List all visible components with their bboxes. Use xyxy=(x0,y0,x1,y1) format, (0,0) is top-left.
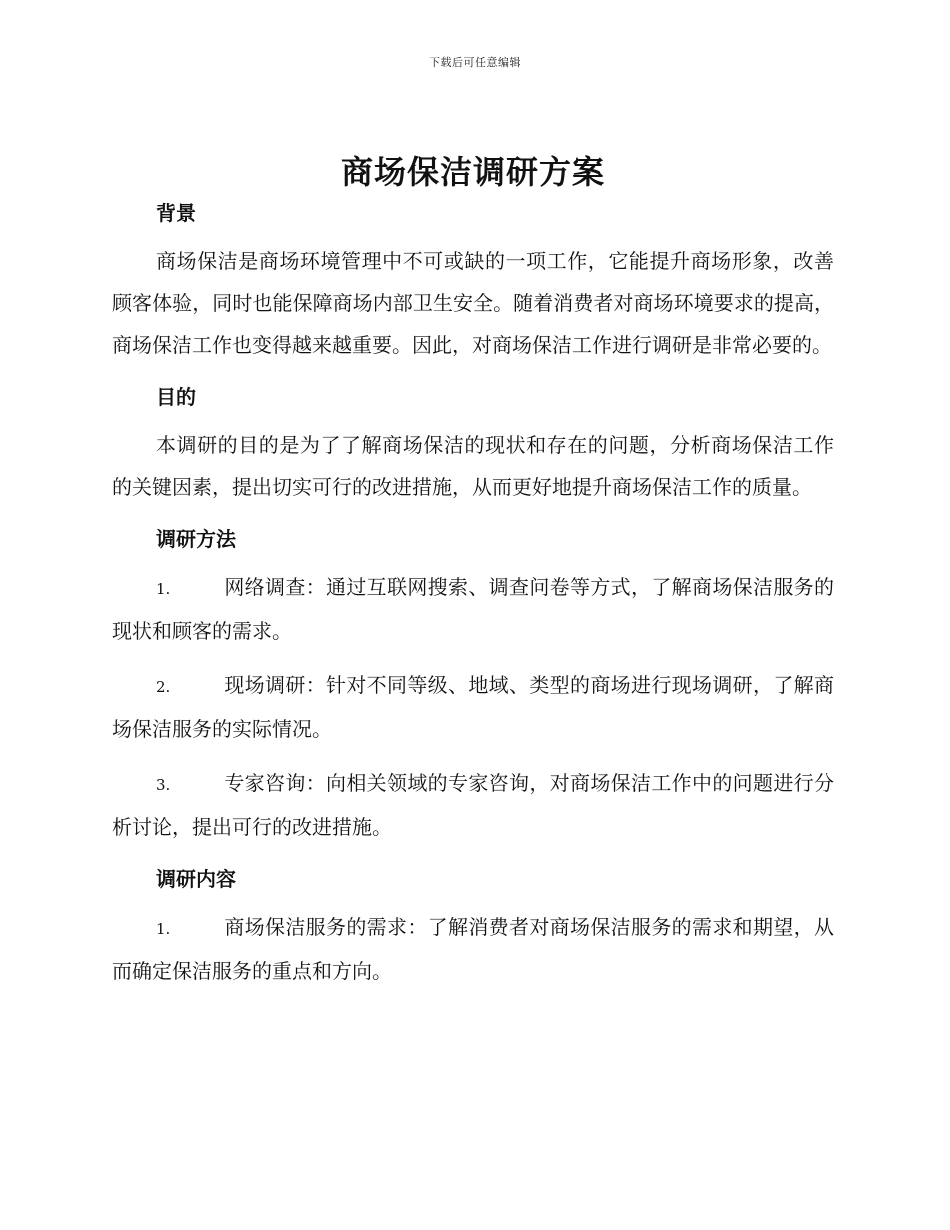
list-number: 1. xyxy=(156,580,171,598)
list-number: 1. xyxy=(156,920,171,938)
document-title: 商场保洁调研方案 xyxy=(340,153,605,191)
list-item xyxy=(112,664,834,750)
document-body xyxy=(112,150,834,992)
list-item-text: 网络调查：通过互联网搜索、调查问卷等方式，了解商场保洁服务的现状和顾客的需求。 xyxy=(112,575,834,643)
purpose-paragraph: 本调研的目的是为了了解商场保洁的现状和存在的问题，分析商场保洁工作的关键因素，提出切实可行的改进措施，从而更好地提升商场保洁工作的质量。 xyxy=(112,433,834,499)
background-paragraph: 商场保洁是商场环境管理中不可或缺的一项工作，它能提升商场形象，改善顾客体验，同时也能保障商场内部卫生安全。随着消费者对商场环境要求的提高，商场保洁工作也变得越来越重要。因此，对商场保洁工作进行调研是非常必要的。 xyxy=(112,249,834,357)
section-heading-purpose: 目的 xyxy=(156,385,196,409)
header-note: 下载后可任意编辑 xyxy=(429,56,521,69)
list-item-text: 现场调研：针对不同等级、地域、类型的商场进行现场调研，了解商场保洁服务的实际情况。 xyxy=(112,673,834,741)
list-item-text: 商场保洁服务的需求：了解消费者对商场保洁服务的需求和期望，从而确定保洁服务的重点和方向。 xyxy=(112,915,834,983)
list-item xyxy=(112,906,834,992)
list-number: 2. xyxy=(156,678,171,696)
section-heading-methods: 调研方法 xyxy=(156,527,236,551)
list-number: 3. xyxy=(156,776,171,794)
list-item xyxy=(112,566,834,652)
section-heading-background: 背景 xyxy=(156,201,196,225)
section-heading-content: 调研内容 xyxy=(156,867,236,891)
list-item xyxy=(112,762,834,848)
list-item-text: 专家咨询：向相关领域的专家咨询，对商场保洁工作中的问题进行分析讨论，提出可行的改进措施。 xyxy=(112,771,834,839)
